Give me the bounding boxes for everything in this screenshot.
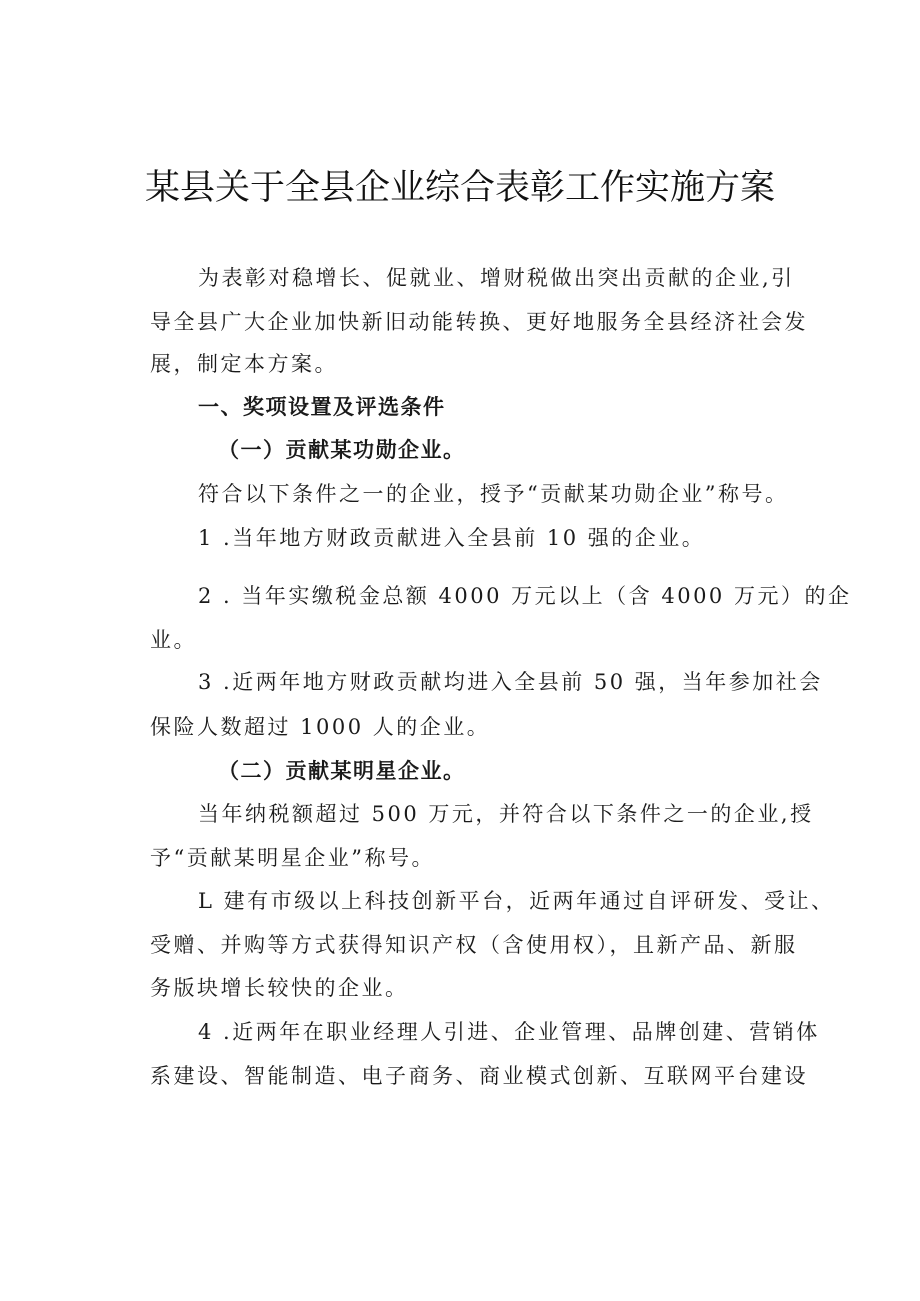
subsection-2-heading: （二）贡献某明星企业。	[218, 759, 466, 783]
subsection-2-intro-line-1: 当年纳税额超过 500 万元，并符合以下条件之一的企业,授	[198, 802, 814, 826]
subsection-2-intro-line-2: 予“贡献某明星企业”称号。	[150, 846, 435, 870]
subsection-1-item-1: 1 .当年地方财政贡献进入全县前 10 强的企业。	[198, 526, 706, 550]
subsection-1-item-3-line-2: 保险人数超过 1000 人的企业。	[150, 715, 491, 739]
document-title: 某县关于全县企业综合表彰工作实施方案	[144, 168, 775, 208]
subsection-1-intro: 符合以下条件之一的企业，授予“贡献某功勋企业”称号。	[198, 482, 789, 506]
section-1-heading: 一、奖项设置及评选条件	[198, 395, 446, 419]
subsection-2-item-1-line-3: 务版块增长较快的企业。	[150, 976, 409, 1000]
subsection-1-heading: （一）贡献某功勋企业。	[218, 438, 466, 462]
subsection-2-item-1-line-1: L 建有市级以上科技创新平台，近两年通过自评研发、受让、	[198, 889, 835, 913]
subsection-1-item-2-line-2: 业。	[150, 628, 197, 652]
intro-line-1: 为表彰对稳增长、促就业、增财税做出突出贡献的企业,引	[198, 266, 795, 290]
intro-line-3: 展，制定本方案。	[150, 352, 338, 376]
subsection-2-item-4-line-1: 4 .近两年在职业经理人引进、企业管理、品牌创建、营销体	[198, 1020, 820, 1044]
intro-line-2: 导全县广大企业加快新旧动能转换、更好地服务全县经济社会发	[150, 310, 808, 334]
subsection-1-item-3-line-1: 3 .近两年地方财政贡献均进入全县前 50 强，当年参加社会	[198, 670, 823, 694]
subsection-2-item-4-line-2: 系建设、智能制造、电子商务、商业模式创新、互联网平台建设	[150, 1064, 808, 1088]
subsection-1-item-2-line-1: 2 . 当年实缴税金总额 4000 万元以上（含 4000 万元）的企	[198, 584, 852, 608]
subsection-2-item-1-line-2: 受赠、并购等方式获得知识产权（含使用权），且新产品、新服	[150, 933, 798, 957]
